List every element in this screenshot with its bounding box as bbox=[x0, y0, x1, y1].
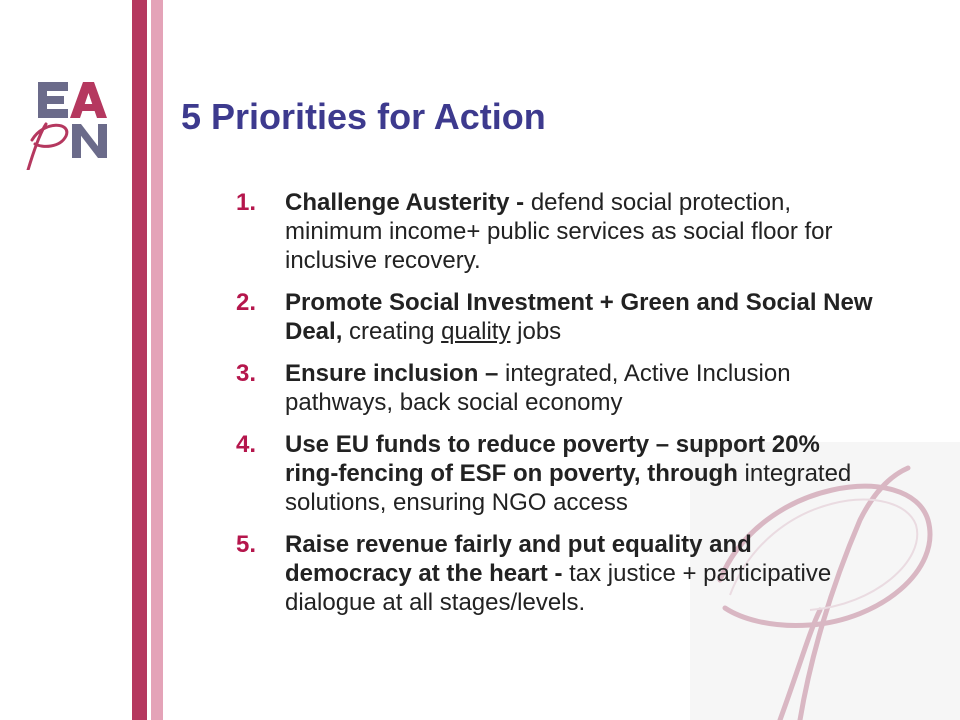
priority-text: creating bbox=[342, 318, 442, 345]
priority-heading: Ensure inclusion – bbox=[285, 360, 499, 387]
priority-heading: Raise revenue fairly and put equality and democracy at the heart - bbox=[285, 531, 752, 587]
priority-number: 3. bbox=[236, 360, 257, 387]
priority-number: 5. bbox=[236, 531, 257, 558]
priority-text: integrated solutions, ensuring NGO access bbox=[285, 460, 852, 516]
slide-title: 5 Priorities for Action bbox=[181, 96, 546, 137]
priority-number: 4. bbox=[236, 431, 257, 458]
priority-number: 1. bbox=[236, 189, 257, 216]
decorative-stripe-light bbox=[151, 0, 163, 720]
priority-item bbox=[236, 288, 876, 346]
priority-number: 2. bbox=[236, 289, 257, 316]
eapn-logo bbox=[20, 78, 116, 170]
priority-emphasis: quality bbox=[441, 318, 511, 345]
priority-item bbox=[236, 359, 876, 417]
priority-item bbox=[236, 530, 876, 617]
priority-text: integrated, Active Inclusion pathways, back social economy bbox=[285, 360, 791, 416]
priority-text: defend social protection, minimum income+ public services as social floor for inclusive recovery. bbox=[285, 189, 833, 274]
priority-text: tax justice + participative dialogue at all stages/levels. bbox=[285, 560, 832, 616]
priority-heading: Use EU funds to reduce poverty – support 20% ring-fencing of ESF on poverty, through bbox=[285, 431, 820, 487]
priority-item bbox=[236, 430, 876, 517]
priority-text: jobs bbox=[510, 318, 562, 345]
priority-item bbox=[236, 188, 876, 275]
priorities-list bbox=[236, 188, 876, 630]
priority-heading: Promote Social Investment + Green and Social New Deal, bbox=[285, 289, 873, 345]
priority-heading: Challenge Austerity - bbox=[285, 189, 525, 216]
decorative-stripe-dark bbox=[132, 0, 147, 720]
